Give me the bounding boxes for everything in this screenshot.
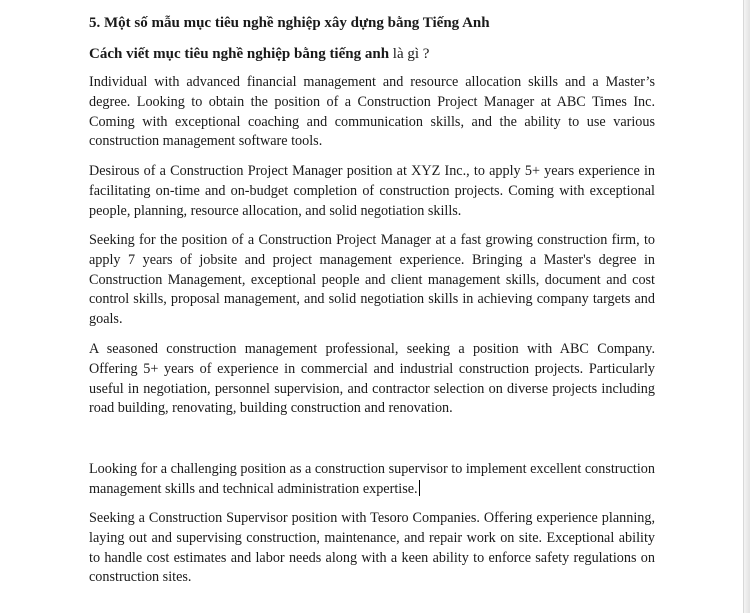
paragraph-objective-5-text: Looking for a challenging position as a construction supervisor to implement excellent construction management skills and technical administration expertise.	[89, 461, 655, 497]
subheading-bold: Cách viết mục tiêu nghề nghiệp bằng tiếng anh	[89, 46, 390, 62]
paragraph-objective-4: A seasoned construction management professional, seeking a position with ABC Company. Offering 5+ years of experience in commercial and industrial construction projects. Particularly useful in negotiation, personnel supervision, and contractor selection on diverse projects including road building, renovating, building construction and renovation.	[89, 341, 655, 417]
subheading	[89, 44, 429, 64]
subheading-suffix: là gì ?	[389, 46, 430, 62]
paragraph-objective-6: Seeking a Construction Supervisor position with Tesoro Companies. Offering experience planning, laying out and supervising construction, maintenance, and repair work on site. Exceptional ability to handle cost estimates and labor needs along with a keen ability to enforce safety regulations on construction sites.	[89, 510, 655, 586]
paragraph-objective-2: Desirous of a Construction Project Manager position at XYZ Inc., to apply 5+ years experience in facilitating on-time and on-budget completion of construction projects. Coming with exceptional people, planning, resource allocation, and solid negotiation skills.	[89, 163, 655, 219]
paragraph-objective-3: Seeking for the position of a Construction Project Manager at a fast growing construction firm, to apply 7 years of jobsite and project management experience. Bringing a Master's degree in Construction Management, exceptional people and client management skills, document and cost control skills, proposal management, and solid negotiation skills in achieving company targets and goals.	[89, 232, 655, 328]
window-right-edge	[743, 0, 750, 613]
paragraph-objective-1: Individual with advanced financial management and resource allocation skills and a Master’s degree. Looking to obtain the position of a Construction Project Manager at ABC Times Inc. Coming with exceptional coaching and communication skills, and the ability to use various construction management software tools.	[89, 74, 655, 150]
text-cursor	[419, 480, 420, 496]
section-heading: 5. Một số mẫu mục tiêu nghề nghiệp xây dựng bằng Tiếng Anh	[89, 15, 490, 31]
paragraph-objective-5	[89, 460, 655, 500]
